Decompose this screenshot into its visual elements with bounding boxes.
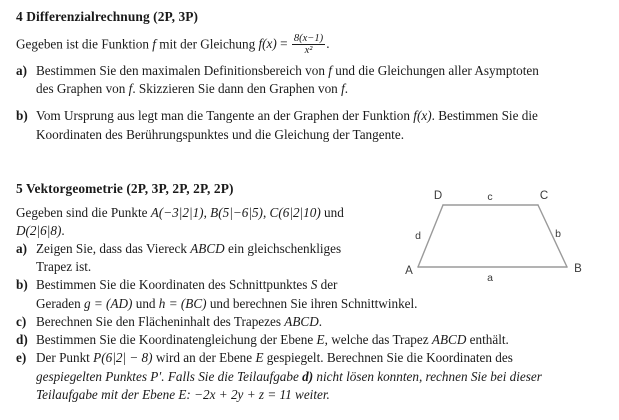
trapezoid-svg [398, 182, 602, 282]
task-body-c [36, 313, 608, 331]
fraction-8x-minus-1-over-x-squared [292, 33, 325, 57]
side-label-d: d [415, 230, 421, 242]
task-item [16, 331, 608, 349]
task-b-line-2: Geraden g = (AD) und h = (BC) und berechnen Sie ihren Schnittwinkel. [36, 295, 418, 311]
section-4-intro [16, 33, 496, 57]
task-b-line-1: Vom Ursprung aus legt man die Tangente an der Graphen der Funktion f(x). Bestimmen Sie die [36, 108, 538, 124]
task-marker-b: b) [16, 277, 28, 293]
task-body-b [36, 107, 608, 143]
vertex-label-A: A [405, 265, 413, 277]
task-a-line-2: Trapez ist. [36, 259, 92, 275]
fraction-numerator: 8(x−1) [293, 33, 324, 44]
section-4-intro-before: Gegeben ist die Funktion [16, 36, 149, 52]
trapezoid-figure [398, 182, 602, 282]
task-item [16, 107, 608, 143]
task-c-line-1: Berechnen Sie den Flächeninhalt des Trapezes ABCD. [36, 313, 323, 329]
task-item [16, 313, 608, 331]
task-d-line-1: Bestimmen Sie die Koordinatengleichung der Ebene E, welche das Trapez ABCD enthält. [36, 332, 509, 348]
vertex-label-B: B [574, 263, 582, 275]
task-marker-d: d) [16, 332, 28, 348]
task-body-e [36, 349, 608, 404]
section-4-task-list [16, 62, 608, 145]
task-e-line-3: Teilaufgabe mit der Ebene E: −2x + 2y + z = 11 weiter. [36, 386, 330, 402]
task-e-line-2: gespiegelten Punktes P′. Falls Sie die Teilaufgabe d) nicht lösen konnten, rechnen Sie bei dieser [36, 368, 542, 384]
vertex-label-C: C [539, 190, 549, 202]
function-symbol-f: f [152, 36, 156, 52]
task-marker-b: b) [16, 108, 28, 124]
task-item [16, 349, 608, 404]
section-5-intro-line-1: Gegeben sind die Punkte A(−3|2|1), B(5|−6|5), C(6|2|10) und [16, 205, 344, 220]
task-b-line-2: Koordinaten des Berührungspunktes und die Gleichung der Tangente. [36, 126, 404, 142]
section-5-intro [16, 204, 396, 240]
task-marker-c: c) [16, 313, 27, 329]
section-5-title: 5 Vektorgeometrie (2P, 3P, 2P, 2P, 2P) [16, 181, 234, 196]
section-4-intro-middle: mit der Gleichung [159, 36, 256, 52]
section-5-intro-line-2: D(2|6|8). [16, 223, 65, 239]
task-e-line-1: Der Punkt P(6|2| − 8) wird an der Ebene E gespiegelt. Berechnen Sie die Koordinaten des [36, 350, 513, 366]
task-b-line-1: Bestimmen Sie die Koordinaten des Schnittpunktes S der [36, 277, 338, 293]
task-body-a [36, 62, 608, 98]
intro-period: . [326, 36, 330, 52]
fraction-denominator: x² [304, 45, 313, 57]
task-item [16, 62, 608, 98]
task-body-d [36, 331, 608, 349]
vertex-label-D: D [433, 190, 443, 202]
side-label-a: a [487, 272, 493, 282]
task-marker-a: a) [16, 241, 27, 256]
function-expression-fx: f(x) [258, 36, 277, 52]
task-a-line-1: Zeigen Sie, dass das Viereck ABCD ein gleichschenkliges [36, 241, 342, 256]
side-d-line [418, 205, 443, 267]
task-a-line-2: des Graphen von f. Skizzieren Sie dann den Graphen von f. [36, 81, 349, 97]
side-label-b: b [555, 228, 561, 240]
task-a-line-1: Bestimmen Sie den maximalen Definitionsbereich von f und die Gleichungen aller Asymptoten [36, 63, 539, 78]
task-marker-a: a) [16, 63, 27, 78]
side-b-line [538, 205, 567, 267]
equals-sign: = [280, 36, 288, 52]
task-marker-e: e) [16, 350, 27, 366]
side-label-c: c [487, 191, 493, 203]
section-4-title: 4 Differenzialrechnung (2P, 3P) [16, 9, 199, 24]
